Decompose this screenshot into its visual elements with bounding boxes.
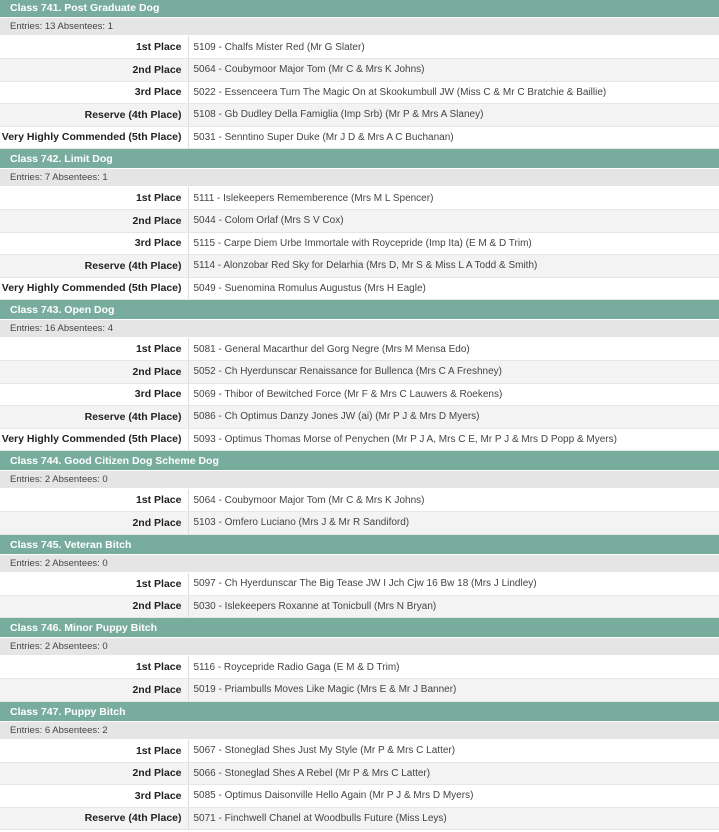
result-row [0, 512, 719, 535]
class-title: Class 744. Good Citizen Dog Scheme Dog [0, 451, 719, 471]
class-block [0, 149, 719, 300]
result-row [0, 59, 719, 82]
result-row [0, 740, 719, 763]
placing-label: 2nd Place [0, 210, 188, 233]
class-block [0, 618, 719, 702]
placing-label: 3rd Place [0, 383, 188, 406]
placing-label: Reserve (4th Place) [0, 104, 188, 127]
dog-entry: 5064 - Coubymoor Major Tom (Mr C & Mrs K Johns) [188, 489, 719, 512]
result-row [0, 232, 719, 255]
class-entries-summary: Entries: 6 Absentees: 2 [0, 722, 719, 740]
dog-entry: 5031 - Senntino Super Duke (Mr J D & Mrs A C Buchanan) [188, 126, 719, 149]
dog-entry: 5019 - Priambulls Moves Like Magic (Mrs E & Mr J Banner) [188, 679, 719, 702]
class-block [0, 0, 719, 149]
class-entries-summary: Entries: 2 Absentees: 0 [0, 638, 719, 656]
dog-entry: 5081 - General Macarthur del Gorg Negre (Mrs M Mensa Edo) [188, 338, 719, 361]
placing-label: 3rd Place [0, 785, 188, 808]
class-title: Class 743. Open Dog [0, 300, 719, 320]
dog-entry: 5044 - Colom Orlaf (Mrs S V Cox) [188, 210, 719, 233]
dog-entry: 5114 - Alonzobar Red Sky for Delarhia (Mrs D, Mr S & Miss L A Todd & Smith) [188, 255, 719, 278]
placing-label: 1st Place [0, 489, 188, 512]
result-row [0, 126, 719, 149]
result-row [0, 656, 719, 679]
dog-entry: 5022 - Essenceera Turn The Magic On at Skookumbull JW (Miss C & Mr C Bratchie & Baillie) [188, 81, 719, 104]
result-row [0, 489, 719, 512]
class-title: Class 745. Veteran Bitch [0, 535, 719, 555]
class-title: Class 741. Post Graduate Dog [0, 0, 719, 18]
results-table [0, 187, 719, 300]
result-row [0, 679, 719, 702]
results-table [0, 740, 719, 831]
result-row [0, 81, 719, 104]
placing-label: 2nd Place [0, 679, 188, 702]
placing-label: 1st Place [0, 36, 188, 59]
placing-label: 3rd Place [0, 81, 188, 104]
placing-label: Very Highly Commended (5th Place) [0, 277, 188, 300]
dog-entry: 5067 - Stoneglad Shes Just My Style (Mr P & Mrs C Latter) [188, 740, 719, 763]
placing-label: 1st Place [0, 656, 188, 679]
class-block [0, 451, 719, 535]
dog-entry: 5069 - Thibor of Bewitched Force (Mr F & Mrs C Lauwers & Roekens) [188, 383, 719, 406]
placing-label: 2nd Place [0, 762, 188, 785]
dog-entry: 5071 - Finchwell Chanel at Woodbulls Future (Miss Leys) [188, 807, 719, 830]
class-block [0, 300, 719, 451]
placing-label: 2nd Place [0, 361, 188, 384]
dog-entry: 5052 - Ch Hyerdunscar Renaissance for Bullenca (Mrs C A Freshney) [188, 361, 719, 384]
class-title: Class 746. Minor Puppy Bitch [0, 618, 719, 638]
results-table [0, 656, 719, 702]
result-row [0, 361, 719, 384]
result-row [0, 255, 719, 278]
result-row [0, 428, 719, 451]
dog-entry: 5108 - Gb Dudley Della Famiglia (Imp Srb) (Mr P & Mrs A Slaney) [188, 104, 719, 127]
placing-label: 1st Place [0, 740, 188, 763]
dog-entry: 5049 - Suenomina Romulus Augustus (Mrs H Eagle) [188, 277, 719, 300]
placing-label: 1st Place [0, 573, 188, 596]
class-entries-summary: Entries: 2 Absentees: 0 [0, 555, 719, 573]
result-row [0, 36, 719, 59]
dog-entry: 5030 - Islekeepers Roxanne at Tonicbull (Mrs N Bryan) [188, 595, 719, 618]
result-row [0, 187, 719, 210]
result-row [0, 595, 719, 618]
dog-entry: 5064 - Coubymoor Major Tom (Mr C & Mrs K Johns) [188, 59, 719, 82]
dog-entry: 5116 - Roycepride Radio Gaga (E M & D Trim) [188, 656, 719, 679]
placing-label: 1st Place [0, 338, 188, 361]
dog-entry: 5097 - Ch Hyerdunscar The Big Tease JW I Jch Cjw 16 Bw 18 (Mrs J Lindley) [188, 573, 719, 596]
result-row [0, 210, 719, 233]
dog-entry: 5086 - Ch Optimus Danzy Jones JW (ai) (Mr P J & Mrs D Myers) [188, 406, 719, 429]
dog-entry: 5093 - Optimus Thomas Morse of Penychen (Mr P J A, Mrs C E, Mr P J & Mrs D Popp & Myers) [188, 428, 719, 451]
dog-entry: 5066 - Stoneglad Shes A Rebel (Mr P & Mrs C Latter) [188, 762, 719, 785]
class-title: Class 742. Limit Dog [0, 149, 719, 169]
class-entries-summary: Entries: 13 Absentees: 1 [0, 18, 719, 36]
dog-entry: 5103 - Omfero Luciano (Mrs J & Mr R Sandiford) [188, 512, 719, 535]
dog-entry: 5085 - Optimus Daisonville Hello Again (Mr P J & Mrs D Myers) [188, 785, 719, 808]
dog-entry: 5115 - Carpe Diem Urbe Immortale with Roycepride (Imp Ita) (E M & D Trim) [188, 232, 719, 255]
placing-label: Very Highly Commended (5th Place) [0, 428, 188, 451]
class-entries-summary: Entries: 2 Absentees: 0 [0, 471, 719, 489]
placing-label: Reserve (4th Place) [0, 255, 188, 278]
class-block [0, 702, 719, 831]
placing-label: 2nd Place [0, 595, 188, 618]
placing-label: 2nd Place [0, 512, 188, 535]
placing-label: Very Highly Commended (5th Place) [0, 126, 188, 149]
results-table [0, 36, 719, 149]
placing-label: Reserve (4th Place) [0, 406, 188, 429]
results-table [0, 489, 719, 535]
results-table [0, 338, 719, 451]
result-row [0, 338, 719, 361]
class-block [0, 535, 719, 619]
result-row [0, 762, 719, 785]
result-row [0, 406, 719, 429]
placing-label: Reserve (4th Place) [0, 807, 188, 830]
class-entries-summary: Entries: 7 Absentees: 1 [0, 169, 719, 187]
placing-label: 3rd Place [0, 232, 188, 255]
class-title: Class 747. Puppy Bitch [0, 702, 719, 722]
result-row [0, 104, 719, 127]
result-row [0, 785, 719, 808]
placing-label: 2nd Place [0, 59, 188, 82]
result-row [0, 383, 719, 406]
result-row [0, 573, 719, 596]
result-row [0, 277, 719, 300]
class-entries-summary: Entries: 16 Absentees: 4 [0, 320, 719, 338]
result-row [0, 807, 719, 830]
placing-label: 1st Place [0, 187, 188, 210]
dog-entry: 5109 - Chalfs Mister Red (Mr G Slater) [188, 36, 719, 59]
dog-entry: 5111 - Islekeepers Rememberence (Mrs M L Spencer) [188, 187, 719, 210]
results-table [0, 573, 719, 619]
